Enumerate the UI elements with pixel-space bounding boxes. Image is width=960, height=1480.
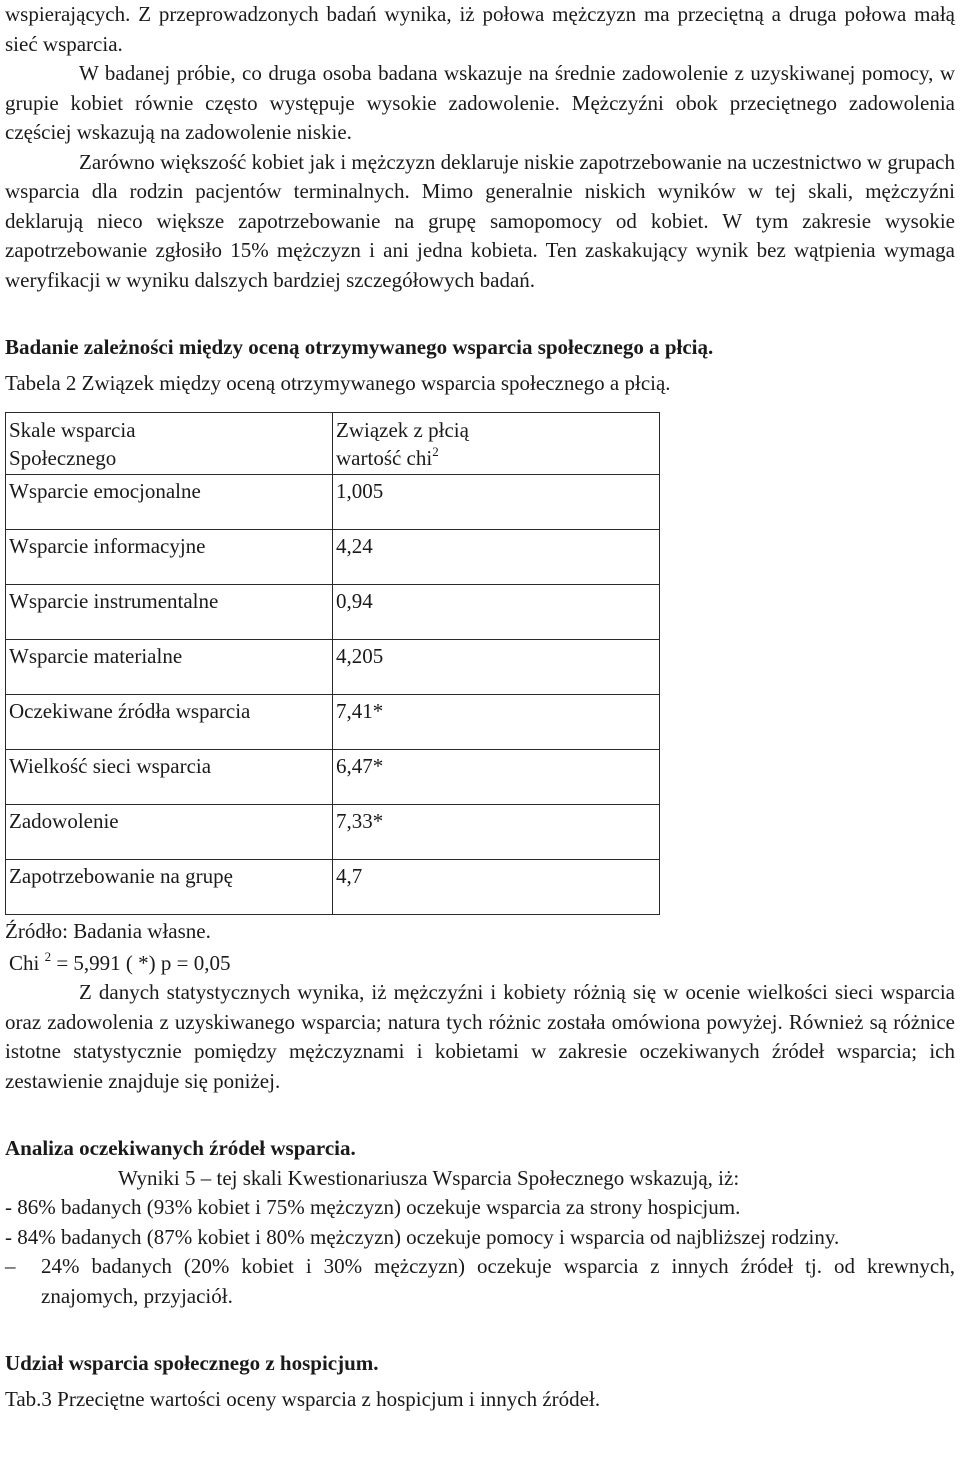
table-row xyxy=(6,475,660,530)
table-row xyxy=(6,695,660,750)
row-value: 4,205 xyxy=(333,640,660,695)
table-row xyxy=(6,530,660,585)
support-gender-table xyxy=(5,412,660,915)
section-heading-hospice: Udział wsparcia społecznego z hospicjum. xyxy=(5,1351,379,1375)
header-scale-line1: Skale wsparcia xyxy=(9,418,136,442)
row-label: Wsparcie instrumentalne xyxy=(6,585,333,640)
row-value: 0,94 xyxy=(333,585,660,640)
table-row xyxy=(6,860,660,915)
list-dash: – xyxy=(5,1254,16,1278)
chi-prefix: Chi xyxy=(9,950,40,975)
row-label: Zadowolenie xyxy=(6,805,333,860)
sources-item-3-text: 24% badanych (20% kobiet i 30% mężczyzn) oczekuje wsparcia z innych źródeł tj. od krewnych, znajomych, przyjaciół. xyxy=(41,1254,955,1308)
table-row xyxy=(6,805,660,860)
sources-item-2: - 84% badanych (87% kobiet i 80% mężczyzn) oczekuje pomocy i wsparcia od najbliższej rodziny. xyxy=(5,1224,840,1249)
sources-intro: Wyniki 5 – tej skali Kwestionariusza Wsparcia Społecznego wskazują, iż: xyxy=(118,1165,740,1190)
row-label: Wsparcie materialne xyxy=(6,640,333,695)
header-chi-sup: 2 xyxy=(432,444,439,459)
header-chi-line2: wartość chi xyxy=(336,446,433,470)
paragraph-intro-1: wspierających. Z przeprowadzonych badań wynika, iż połowa mężczyzn ma przeciętną a druga połowa małą sieć wsparcia. xyxy=(5,2,955,56)
paragraph-intro-3: Zarówno większość kobiet jak i mężczyzn deklaruje niskie zapotrzebowanie na uczestnictwo w grupach wsparcia dla rodzin pacjentów terminalnych. Mimo generalnie niskich wyników w tej skali, mężczyźni deklarują nieco większe zapotrzebowanie na grupę samopomocy od kobiet. W tym zakresie wysokie zapotrzebowanie zgłosiło 15% mężczyzn i ani jedna kobieta. Ten zaskakujący wynik bez wątpienia wymaga weryfikacji w wyniku dalszych bardziej szczegółowych badań. xyxy=(5,149,955,292)
section-heading-sources: Analiza oczekiwanych źródeł wsparcia. xyxy=(5,1136,356,1160)
header-cell-scale xyxy=(6,413,333,475)
table-row xyxy=(6,750,660,805)
paragraph-intro-2: W badanej próbie, co druga osoba badana wskazuje na średnie zadowolenie z uzyskiwanej pomocy, w grupie kobiet równie często występuje wysokie zadowolenie. Mężczyźni obok przeciętnego zadowolenia częściej wskazują na zadowolenie niskie. xyxy=(5,61,955,144)
row-label: Wielkość sieci wsparcia xyxy=(6,750,333,805)
header-chi-line1: Związek z płcią xyxy=(336,418,469,442)
table-source-note: Źródło: Badania własne. xyxy=(5,919,211,943)
paragraph-differences: Z danych statystycznych wynika, iż mężczyźni i kobiety różnią się w ocenie wielkości sieci wsparcia oraz zadowolenia z uzyskiwanego wsparcia; natura tych różnic została omówiona powyżej. Również są różnice istotne statystycznie pomiędzy mężczyznami i kobietami w zakresie oczekiwanych źródeł wsparcia; ich zestawienie znajduje się poniżej. xyxy=(5,980,955,1093)
chi-sup: 2 xyxy=(44,948,52,964)
sources-item-3 xyxy=(5,1252,955,1311)
section-heading-gender: Badanie zależności między oceną otrzymywanego wsparcia społecznego a płcią. xyxy=(5,335,714,359)
row-value: 4,7 xyxy=(333,860,660,915)
document-page xyxy=(5,0,955,1414)
table-row xyxy=(6,640,660,695)
row-label: Oczekiwane źródła wsparcia xyxy=(6,695,333,750)
row-value: 1,005 xyxy=(333,475,660,530)
row-value: 4,24 xyxy=(333,530,660,585)
table-row xyxy=(6,585,660,640)
table-caption-2: Tabela 2 Związek między oceną otrzymywanego wsparcia społecznego a płcią. xyxy=(5,370,671,395)
header-scale-line2: Społecznego xyxy=(9,446,117,470)
row-label: Wsparcie informacyjne xyxy=(6,530,333,585)
row-value: 7,33* xyxy=(333,805,660,860)
table-caption-3: Tab.3 Przeciętne wartości oceny wsparcia z hospicjum i innych źródeł. xyxy=(5,1386,601,1411)
chi-rest: = 5,991 ( *) p = 0,05 xyxy=(56,950,231,975)
sources-item-1: - 86% badanych (93% kobiet i 75% mężczyzn) oczekuje wsparcia za strony hospicjum. xyxy=(5,1195,741,1219)
chi-threshold-note xyxy=(9,949,955,979)
row-value: 6,47* xyxy=(333,750,660,805)
row-label: Wsparcie emocjonalne xyxy=(6,475,333,530)
header-cell-chi xyxy=(333,413,660,475)
row-value: 7,41* xyxy=(333,695,660,750)
row-label: Zapotrzebowanie na grupę xyxy=(6,860,333,915)
table-header-row xyxy=(6,413,660,475)
